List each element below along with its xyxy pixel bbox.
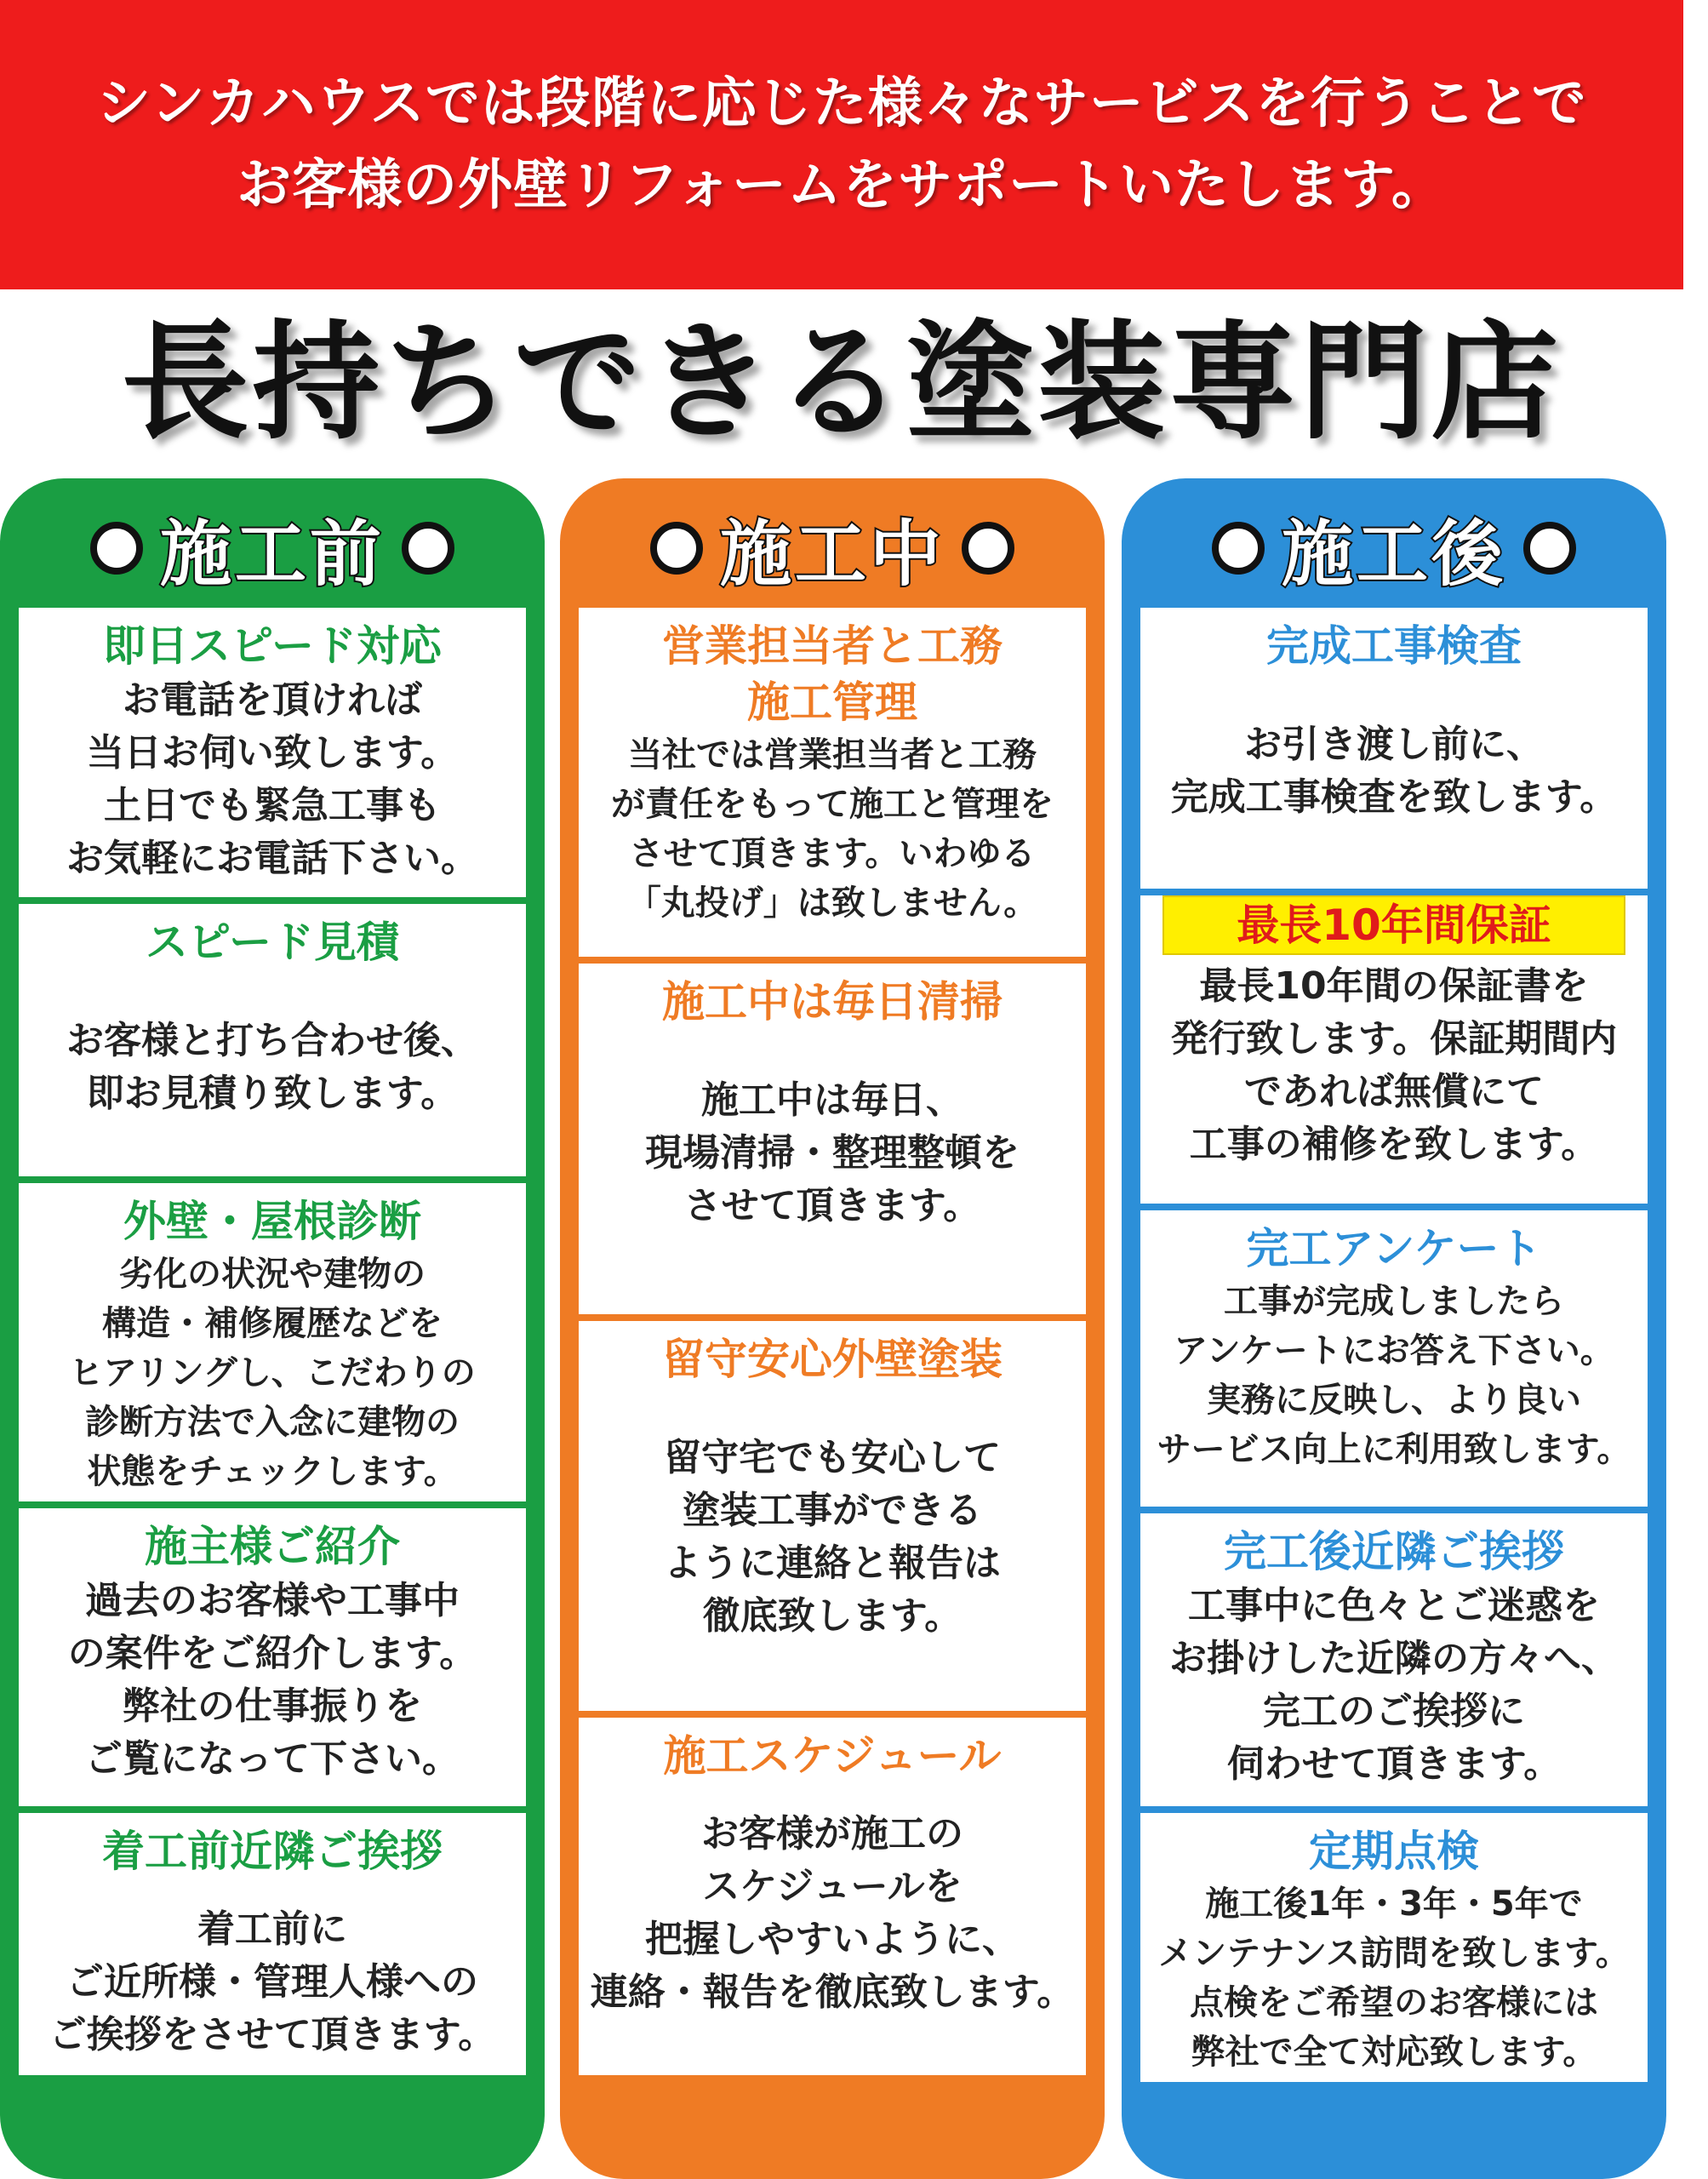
service-card — [579, 1718, 1086, 2075]
service-card — [1140, 1210, 1648, 1507]
column-title: 施工後 — [1281, 512, 1506, 596]
card-body-line: が責任をもって施工と管理を — [611, 785, 1054, 824]
card-body-line: ご挨拶をさせて頂きます。 — [49, 2013, 496, 2056]
column-during-construction — [560, 478, 1105, 2179]
circle-icon — [90, 522, 143, 575]
card-title: 完工後近隣ご挨拶 — [1224, 1527, 1564, 1576]
circle-icon — [650, 522, 703, 575]
column-header — [0, 497, 545, 599]
card-body-line: お掛けした近隣の方々へ、 — [1169, 1637, 1619, 1680]
service-card — [579, 1321, 1086, 1711]
card-body-line: 構造・補修履歴などを — [102, 1304, 443, 1343]
card-body-line: 着工前に — [197, 1907, 347, 1951]
card-title: 施工管理 — [747, 678, 917, 727]
card-title: 即日スピード対応 — [103, 621, 442, 671]
card-title: 外壁・屋根診断 — [123, 1197, 421, 1246]
card-body-line: 施工後1年・3年・5年で — [1205, 1884, 1583, 1924]
card-body-line: させて頂きます。 — [683, 1184, 981, 1227]
card-body-line: 工事の補修を致します。 — [1189, 1123, 1599, 1166]
card-body-line: 診断方法で入念に建物の — [85, 1403, 460, 1442]
card-body-line: 伺わせて頂きます。 — [1226, 1742, 1562, 1786]
column-after-construction — [1122, 478, 1666, 2179]
card-body-line: 完成工事検査を致します。 — [1170, 775, 1618, 819]
card-body-line: 連絡・報告を徹底致します。 — [590, 1970, 1075, 2014]
card-body-line: 塗装工事ができる — [683, 1489, 982, 1532]
card-body-line: 把握しやすいように、 — [645, 1918, 1020, 1961]
banner-line-2: お客様の外壁リフォームをサポートいたします。 — [237, 154, 1447, 217]
circle-icon — [962, 522, 1014, 575]
card-body-line: お客様と打ち合わせ後、 — [66, 1019, 478, 1062]
card-body-line: 完工のご挨拶に — [1263, 1690, 1525, 1733]
banner-line-1: シンカハウスでは段階に応じた様々なサービスを行うことで — [96, 72, 1587, 135]
card-body-line: 即お見積り致します。 — [86, 1072, 459, 1115]
card-body-line: 弊社の仕事振りを — [123, 1684, 422, 1728]
service-card — [19, 608, 526, 897]
card-title: 定期点検 — [1309, 1827, 1479, 1876]
column-title: 施工前 — [159, 512, 385, 596]
service-card — [1140, 1813, 1648, 2082]
card-body-line: 弊社で全て対応致します。 — [1191, 2033, 1597, 2072]
circle-icon — [1523, 522, 1576, 575]
service-card — [579, 608, 1086, 957]
card-body-line: 「丸投げ」は致しません。 — [626, 884, 1038, 923]
card-body-line: ご覧になって下さい。 — [85, 1737, 460, 1781]
header-banner — [0, 0, 1683, 289]
service-card — [19, 1508, 526, 1806]
card-body-line: 施工中は毎日、 — [701, 1078, 963, 1122]
card-title: 施主様ご紹介 — [145, 1522, 400, 1571]
card-body-line: ように連絡と報告は — [664, 1541, 1001, 1585]
card-body-line: 過去のお客様や工事中 — [85, 1579, 460, 1622]
card-title: 完工アンケート — [1246, 1224, 1542, 1273]
card-body-line: 点検をご希望のお客様には — [1190, 1983, 1598, 2022]
card-body-line: 最長10年間の保証書を — [1199, 964, 1589, 1008]
card-body-line: させて頂きます。いわゆる — [629, 834, 1036, 873]
card-title: 施工スケジュール — [663, 1731, 1002, 1781]
card-body-line: 劣化の状況や建物の — [119, 1255, 426, 1294]
card-body-line: 土日でも緊急工事も — [104, 784, 441, 827]
card-body-line: お気軽にお電話下さい。 — [66, 837, 478, 880]
service-card — [1140, 1513, 1648, 1806]
card-title: 営業担当者と工務 — [662, 621, 1003, 671]
service-card — [579, 964, 1086, 1314]
card-body-line: サービス向上に利用致します。 — [1157, 1430, 1631, 1469]
column-header — [1122, 497, 1666, 599]
card-body-line: ご近所様・管理人様への — [66, 1960, 478, 2004]
service-card — [1140, 608, 1648, 889]
circle-icon — [1212, 522, 1265, 575]
service-card — [1140, 895, 1648, 1204]
card-body-line: ヒアリングし、こだわりの — [69, 1353, 476, 1393]
card-body-line: 工事中に色々とご迷惑を — [1188, 1584, 1600, 1627]
card-body-line: 徹底致します。 — [702, 1594, 963, 1638]
service-card — [19, 1183, 526, 1501]
card-body-line: お引き渡し前に、 — [1244, 723, 1544, 766]
card-title: スピード見積 — [146, 918, 399, 967]
card-body-line: スケジュールを — [702, 1865, 963, 1908]
card-body-line: 実務に反映し、より良い — [1207, 1381, 1581, 1420]
card-body-line: 工事が完成しましたら — [1224, 1282, 1564, 1321]
card-body-line: 現場清掃・整理整頓を — [645, 1131, 1020, 1175]
card-title: 着工前近隣ご挨拶 — [102, 1827, 443, 1876]
card-body-line: 発行致します。保証期間内 — [1170, 1017, 1618, 1061]
column-before-construction — [0, 478, 545, 2179]
column-header — [560, 497, 1105, 599]
card-body-line: メンテナンス訪問を致します。 — [1158, 1934, 1630, 1973]
card-body-line: 留守宅でも安心して — [664, 1436, 1001, 1479]
card-body-line: の案件をご紹介します。 — [67, 1632, 477, 1675]
card-body-line: 状態をチェックします。 — [87, 1452, 458, 1491]
service-card — [19, 904, 526, 1176]
card-title: 施工中は毎日清掃 — [662, 977, 1003, 1027]
card-body-line: アンケートにお答え下さい。 — [1174, 1331, 1614, 1370]
card-body-line: であれば無償にて — [1244, 1070, 1544, 1113]
card-title: 完成工事検査 — [1266, 621, 1522, 671]
card-body-line: 当日お伺い致します。 — [86, 731, 459, 775]
card-body-line: お電話を頂ければ — [123, 678, 422, 722]
service-card — [19, 1813, 526, 2075]
warranty-highlight-title: 最長10年間保証 — [1162, 895, 1625, 955]
card-body-line: お客様が施工の — [701, 1812, 963, 1856]
card-title: 留守安心外壁塗装 — [662, 1335, 1003, 1384]
page-title: 長持ちできる塗装専門店 — [121, 309, 1562, 457]
circle-icon — [402, 522, 454, 575]
column-title: 施工中 — [719, 512, 945, 596]
card-body-line: 当社では営業担当者と工務 — [628, 735, 1037, 775]
